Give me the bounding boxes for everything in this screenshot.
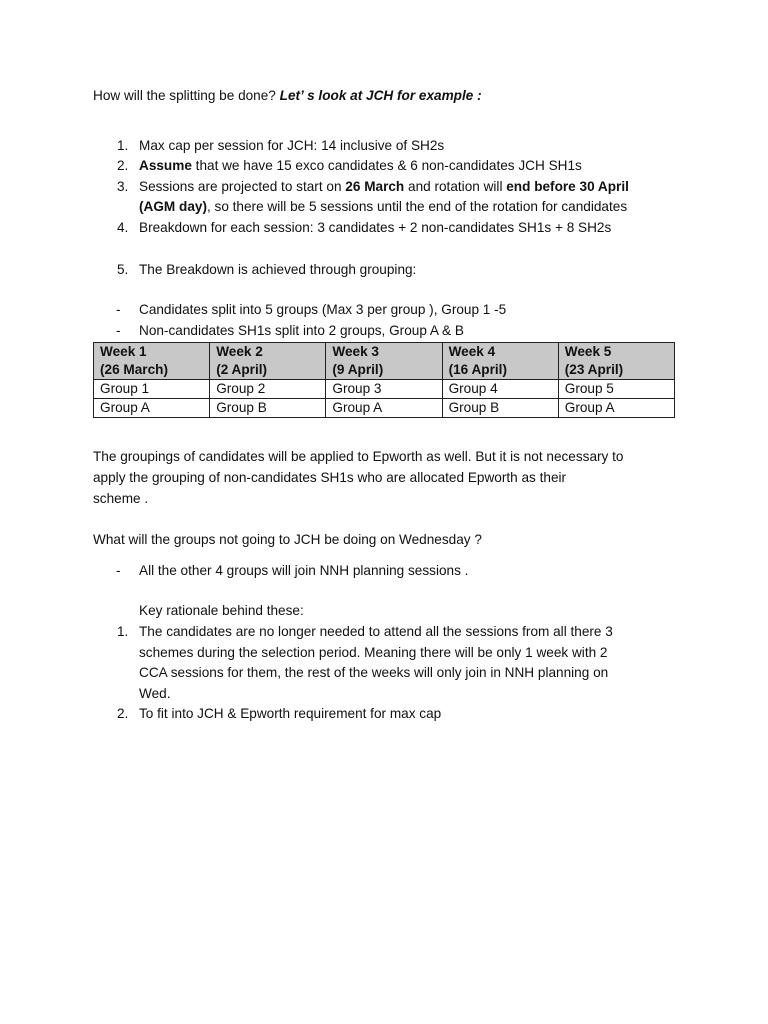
dash-item-text: All the other 4 groups will join NNH planning sessions . [139, 562, 469, 578]
rationale-line: schemes during the selection period. Meaning there will be only 1 week with 2 [139, 644, 608, 660]
dash-marker: - [116, 322, 121, 338]
plan-item-text: Max cap per session for JCH: 14 inclusive of SH2s [139, 137, 445, 153]
dash-marker: - [116, 302, 121, 318]
week-date: (16 April) [448, 362, 507, 378]
table-cell: Group B [442, 399, 558, 418]
table-cell: Group 2 [210, 380, 326, 399]
table-cell: Group 1 [94, 380, 210, 399]
plan-item-number: 3. [117, 178, 129, 194]
plan-item-number: 2. [117, 158, 129, 174]
dash-item-nnh [93, 561, 678, 582]
table-row [94, 380, 675, 399]
intro-emphasis: Let’ s look at JCH for example : [279, 88, 482, 103]
rationale-heading-text: Key rationale behind these: [139, 603, 304, 619]
rationale-item-2 [93, 704, 678, 725]
plan-item-5 [93, 260, 678, 281]
table-row [94, 399, 675, 418]
paragraph-line: scheme . [93, 490, 149, 506]
intro-question: How will the splitting be done? [93, 88, 280, 103]
plan-item-2 [93, 156, 678, 177]
intro-paragraph [93, 86, 678, 107]
rationale-line: CCA sessions for them, the rest of the weeks will only join in NNH planning on [139, 665, 609, 681]
plan-item-text: that we have 15 exco candidates & 6 non-candidates JCH SH1s [191, 158, 582, 174]
grouping-dash-list [93, 300, 678, 341]
rationale-list [93, 622, 678, 725]
week-date: (26 March) [100, 362, 168, 378]
paragraph-line: The groupings of candidates will be applied to Epworth as well. But it is not necessary to [93, 449, 624, 465]
week-label: Week 5 [564, 344, 612, 360]
table-cell: Group A [558, 399, 674, 418]
rationale-line: To fit into JCH & Epworth requirement for max cap [139, 706, 442, 722]
plan-item-text: and rotation will [404, 178, 507, 194]
plan-item-text: Breakdown for each session: 3 candidates + 2 non-candidates SH1s + 8 SH2s [139, 219, 612, 235]
plan-item-3 [93, 177, 678, 218]
dash-item-candidates [93, 300, 678, 321]
week-label: Week 2 [216, 344, 263, 360]
table-cell: Group 5 [558, 380, 674, 399]
rationale-line: Wed. [139, 685, 171, 701]
week-label: Week 3 [332, 344, 379, 360]
week-label: Week 1 [100, 344, 147, 360]
plan-item-text: , so there will be 5 sessions until the end of the rotation for candidates [206, 199, 628, 215]
plan-item-4 [93, 218, 678, 239]
table-header-cell [210, 343, 326, 380]
document-page [93, 86, 678, 725]
week-date: (23 April) [564, 362, 624, 378]
plan-item-number: 4. [117, 219, 129, 235]
wednesday-question: What will the groups not going to JCH be doing on Wednesday ? [93, 532, 482, 548]
week-date: (2 April) [216, 362, 268, 378]
plan-item-bold: Assume [139, 158, 192, 174]
table-cell: Group A [326, 399, 442, 418]
table-header-cell [94, 343, 210, 380]
plan-list [93, 136, 678, 281]
paragraph-line: apply the grouping of non-candidates SH1s who are allocated Epworth as their [93, 469, 567, 485]
plan-item-text: The Breakdown is achieved through grouping: [139, 261, 417, 277]
plan-item-bold: 26 March [345, 178, 405, 194]
schedule-table [93, 342, 675, 418]
table-header-cell [326, 343, 442, 380]
table-cell: Group 3 [326, 380, 442, 399]
dash-marker: - [116, 562, 121, 578]
plan-item-bold: (AGM day) [139, 199, 207, 215]
dash-item-noncandidates [93, 321, 678, 342]
rationale-item-1 [93, 622, 678, 704]
plan-item-1 [93, 136, 678, 157]
week-date: (9 April) [332, 362, 384, 378]
plan-item-text: Sessions are projected to start on [139, 178, 346, 194]
rationale-item-number: 2. [117, 706, 129, 722]
rationale-line: The candidates are no longer needed to attend all the sessions from all there 3 [139, 623, 613, 639]
plan-item-number: 1. [117, 137, 129, 153]
rationale-item-number: 1. [117, 623, 129, 639]
table-header-cell [558, 343, 674, 380]
table-header-row [94, 343, 675, 380]
table-cell: Group B [210, 399, 326, 418]
plan-item-number: 5. [117, 261, 129, 277]
table-cell: Group A [94, 399, 210, 418]
rationale-heading [93, 601, 678, 622]
table-header-cell [442, 343, 558, 380]
dash-item-text: Non-candidates SH1s split into 2 groups, Group A & B [139, 322, 464, 338]
groupings-paragraph [93, 447, 678, 509]
plan-item-bold: end before 30 April [506, 178, 629, 194]
week-label: Week 4 [448, 344, 496, 360]
table-cell: Group 4 [442, 380, 558, 399]
dash-item-text: Candidates split into 5 groups (Max 3 per group ), Group 1 -5 [139, 302, 507, 318]
